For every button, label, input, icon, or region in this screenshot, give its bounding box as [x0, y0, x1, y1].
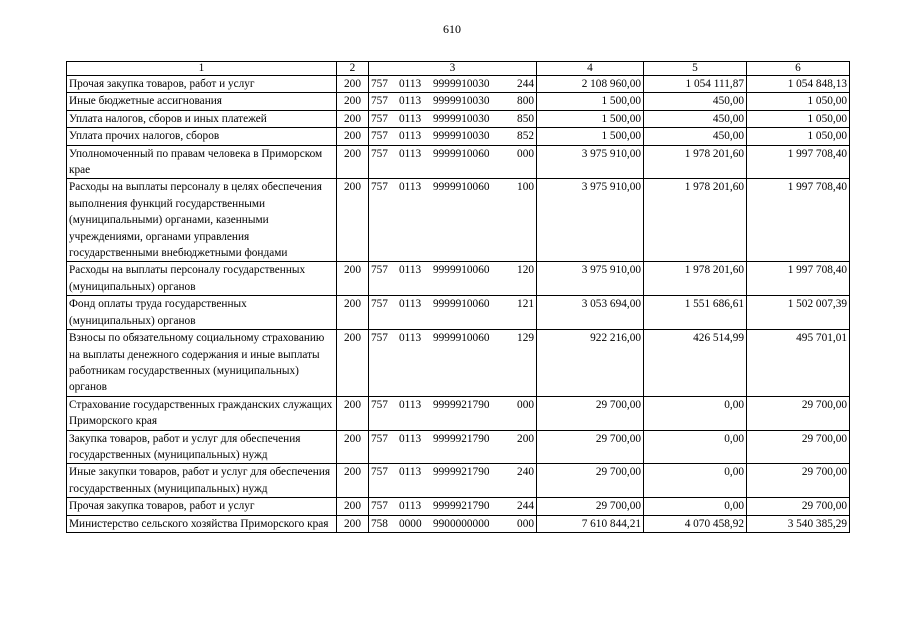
ministry-code: 757 [371, 130, 388, 143]
row-name: Иные бюджетные ассигнования [67, 93, 337, 110]
target-article-code: 9999910060 [433, 264, 490, 277]
row-name: Министерство сельского хозяйства Приморского края [67, 515, 337, 532]
section-code: 0113 [399, 332, 422, 345]
row-value-col6: 29 700,00 [747, 498, 850, 515]
target-article-code: 9900000000 [433, 517, 490, 530]
target-article-code: 9999910030 [433, 130, 490, 143]
ministry-code: 757 [371, 112, 388, 125]
row-classification-code [369, 330, 537, 397]
row-org-code: 200 [337, 430, 369, 464]
table-row [67, 515, 850, 532]
row-org-code: 200 [337, 262, 369, 296]
row-value-col5: 450,00 [644, 128, 747, 145]
row-classification-code [369, 76, 537, 93]
column-header: 1 [67, 62, 337, 76]
table-row [67, 145, 850, 179]
table-row [67, 498, 850, 515]
table-header-row [67, 62, 850, 76]
row-org-code: 200 [337, 145, 369, 179]
target-article-code: 9999921790 [433, 398, 490, 411]
classification-code-group [371, 76, 534, 92]
row-classification-code [369, 430, 537, 464]
row-value-col4: 29 700,00 [537, 464, 644, 498]
table-row [67, 110, 850, 127]
row-value-col5: 1 978 201,60 [644, 262, 747, 296]
row-name: Прочая закупка товаров, работ и услуг [67, 498, 337, 515]
target-article-code: 9999910060 [433, 181, 490, 194]
row-value-col4: 3 975 910,00 [537, 262, 644, 296]
ministry-code: 758 [371, 517, 388, 530]
row-name: Взносы по обязательному социальному страхованию на выплаты денежного содержания и иные выплаты работникам государственных (муниципальных) органов [67, 330, 337, 397]
classification-code-group [371, 498, 534, 514]
row-name: Страхование государственных гражданских служащих Приморского края [67, 396, 337, 430]
row-value-col4: 29 700,00 [537, 430, 644, 464]
expense-type-code: 000 [517, 398, 534, 411]
row-value-col5: 0,00 [644, 430, 747, 464]
row-classification-code [369, 145, 537, 179]
section-code: 0113 [399, 398, 422, 411]
table-row [67, 179, 850, 262]
classification-code-group [371, 330, 534, 346]
target-article-code: 9999921790 [433, 466, 490, 479]
classification-code-group [371, 296, 534, 312]
column-header: 3 [369, 62, 537, 76]
target-article-code: 9999910030 [433, 112, 490, 125]
row-value-col4: 922 216,00 [537, 330, 644, 397]
ministry-code: 757 [371, 95, 388, 108]
section-code: 0113 [399, 78, 422, 90]
classification-code-group [371, 146, 534, 162]
section-code: 0113 [399, 95, 422, 108]
target-article-code: 9999910030 [433, 95, 490, 108]
row-value-col4: 1 500,00 [537, 93, 644, 110]
row-value-col6: 1 054 848,13 [747, 76, 850, 93]
row-classification-code [369, 262, 537, 296]
expense-type-code: 800 [517, 95, 534, 108]
classification-code-group [371, 397, 534, 413]
row-value-col6: 1 502 007,39 [747, 296, 850, 330]
column-header: 2 [337, 62, 369, 76]
row-value-col5: 0,00 [644, 396, 747, 430]
row-value-col5: 1 978 201,60 [644, 145, 747, 179]
expense-type-code: 121 [517, 298, 534, 311]
section-code: 0113 [399, 181, 422, 194]
row-value-col5: 1 551 686,61 [644, 296, 747, 330]
classification-code-group [371, 262, 534, 278]
classification-code-group [371, 111, 534, 127]
row-name: Фонд оплаты труда государственных (муниципальных) органов [67, 296, 337, 330]
expense-type-code: 850 [517, 112, 534, 125]
row-classification-code [369, 179, 537, 262]
row-classification-code [369, 296, 537, 330]
row-value-col5: 450,00 [644, 110, 747, 127]
row-value-col6: 29 700,00 [747, 430, 850, 464]
section-code: 0113 [399, 130, 422, 143]
row-org-code: 200 [337, 498, 369, 515]
target-article-code: 9999910060 [433, 298, 490, 311]
row-value-col5: 450,00 [644, 93, 747, 110]
row-value-col5: 4 070 458,92 [644, 515, 747, 532]
section-code: 0113 [399, 466, 422, 479]
ministry-code: 757 [371, 147, 388, 160]
row-value-col5: 0,00 [644, 464, 747, 498]
expense-type-code: 244 [517, 78, 534, 90]
expense-type-code: 244 [517, 500, 534, 513]
row-org-code: 200 [337, 110, 369, 127]
row-value-col4: 29 700,00 [537, 498, 644, 515]
table-row [67, 330, 850, 397]
table-row [67, 464, 850, 498]
row-value-col6: 3 540 385,29 [747, 515, 850, 532]
expense-type-code: 100 [517, 181, 534, 194]
ministry-code: 757 [371, 332, 388, 345]
section-code: 0113 [399, 298, 422, 311]
row-org-code: 200 [337, 296, 369, 330]
expense-type-code: 000 [517, 517, 534, 530]
row-name: Прочая закупка товаров, работ и услуг [67, 76, 337, 93]
table-row [67, 76, 850, 93]
ministry-code: 757 [371, 78, 388, 90]
ministry-code: 757 [371, 500, 388, 513]
row-value-col4: 7 610 844,21 [537, 515, 644, 532]
section-code: 0113 [399, 432, 422, 445]
ministry-code: 757 [371, 298, 388, 311]
expense-type-code: 000 [517, 147, 534, 160]
row-value-col4: 1 500,00 [537, 128, 644, 145]
section-code: 0113 [399, 500, 422, 513]
row-value-col6: 1 050,00 [747, 110, 850, 127]
table-row [67, 296, 850, 330]
row-name: Расходы на выплаты персоналу государственных (муниципальных) органов [67, 262, 337, 296]
row-name: Уплата прочих налогов, сборов [67, 128, 337, 145]
expense-type-code: 129 [517, 332, 534, 345]
target-article-code: 9999910030 [433, 78, 490, 90]
ministry-code: 757 [371, 181, 388, 194]
row-org-code: 200 [337, 93, 369, 110]
budget-table [66, 61, 850, 533]
target-article-code: 9999921790 [433, 432, 490, 445]
classification-code-group [371, 516, 534, 532]
row-value-col6: 1 997 708,40 [747, 179, 850, 262]
table-row [67, 93, 850, 110]
column-header: 5 [644, 62, 747, 76]
section-code: 0113 [399, 112, 422, 125]
page-number: 610 [443, 22, 461, 36]
row-value-col4: 3 975 910,00 [537, 145, 644, 179]
classification-code-group [371, 179, 534, 195]
row-value-col5: 1 978 201,60 [644, 179, 747, 262]
target-article-code: 9999921790 [433, 500, 490, 513]
section-code: 0000 [399, 517, 422, 530]
row-value-col6: 495 701,01 [747, 330, 850, 397]
table-row [67, 262, 850, 296]
row-org-code: 200 [337, 464, 369, 498]
row-name: Уполномоченный по правам человека в Приморском крае [67, 145, 337, 179]
row-value-col6: 1 997 708,40 [747, 145, 850, 179]
row-value-col4: 3 053 694,00 [537, 296, 644, 330]
row-classification-code [369, 464, 537, 498]
row-value-col4: 3 975 910,00 [537, 179, 644, 262]
column-header: 6 [747, 62, 850, 76]
table-row [67, 396, 850, 430]
ministry-code: 757 [371, 466, 388, 479]
classification-code-group [371, 93, 534, 109]
row-classification-code [369, 396, 537, 430]
target-article-code: 9999910060 [433, 147, 490, 160]
column-header: 4 [537, 62, 644, 76]
row-value-col6: 1 050,00 [747, 93, 850, 110]
row-value-col5: 0,00 [644, 498, 747, 515]
ministry-code: 757 [371, 264, 388, 277]
row-name: Закупка товаров, работ и услуг для обеспечения государственных (муниципальных) нужд [67, 430, 337, 464]
row-name: Расходы на выплаты персоналу в целях обеспечения выполнения функций государственными (муниципальными) органами, казенными учреждениями, органами управления государственными внебюджетными фондами [67, 179, 337, 262]
row-name: Уплата налогов, сборов и иных платежей [67, 110, 337, 127]
expense-type-code: 200 [517, 432, 534, 445]
row-value-col4: 1 500,00 [537, 110, 644, 127]
classification-code-group [371, 431, 534, 447]
row-value-col5: 1 054 111,87 [644, 76, 747, 93]
row-classification-code [369, 93, 537, 110]
classification-code-group [371, 464, 534, 480]
row-org-code: 200 [337, 128, 369, 145]
row-org-code: 200 [337, 76, 369, 93]
row-classification-code [369, 498, 537, 515]
table-row [67, 128, 850, 145]
row-org-code: 200 [337, 179, 369, 262]
row-value-col4: 29 700,00 [537, 396, 644, 430]
row-value-col5: 426 514,99 [644, 330, 747, 397]
expense-type-code: 120 [517, 264, 534, 277]
target-article-code: 9999910060 [433, 332, 490, 345]
section-code: 0113 [399, 264, 422, 277]
expense-type-code: 240 [517, 466, 534, 479]
row-org-code: 200 [337, 330, 369, 397]
row-value-col6: 1 050,00 [747, 128, 850, 145]
row-name: Иные закупки товаров, работ и услуг для обеспечения государственных (муниципальных) нужд [67, 464, 337, 498]
row-org-code: 200 [337, 515, 369, 532]
section-code: 0113 [399, 147, 422, 160]
row-org-code: 200 [337, 396, 369, 430]
row-classification-code [369, 110, 537, 127]
row-value-col6: 29 700,00 [747, 464, 850, 498]
row-value-col6: 29 700,00 [747, 396, 850, 430]
row-value-col6: 1 997 708,40 [747, 262, 850, 296]
table-body [67, 76, 850, 533]
ministry-code: 757 [371, 398, 388, 411]
classification-code-group [371, 128, 534, 144]
row-classification-code [369, 515, 537, 532]
row-classification-code [369, 128, 537, 145]
row-value-col4: 2 108 960,00 [537, 76, 644, 93]
expense-type-code: 852 [517, 130, 534, 143]
ministry-code: 757 [371, 432, 388, 445]
table-row [67, 430, 850, 464]
